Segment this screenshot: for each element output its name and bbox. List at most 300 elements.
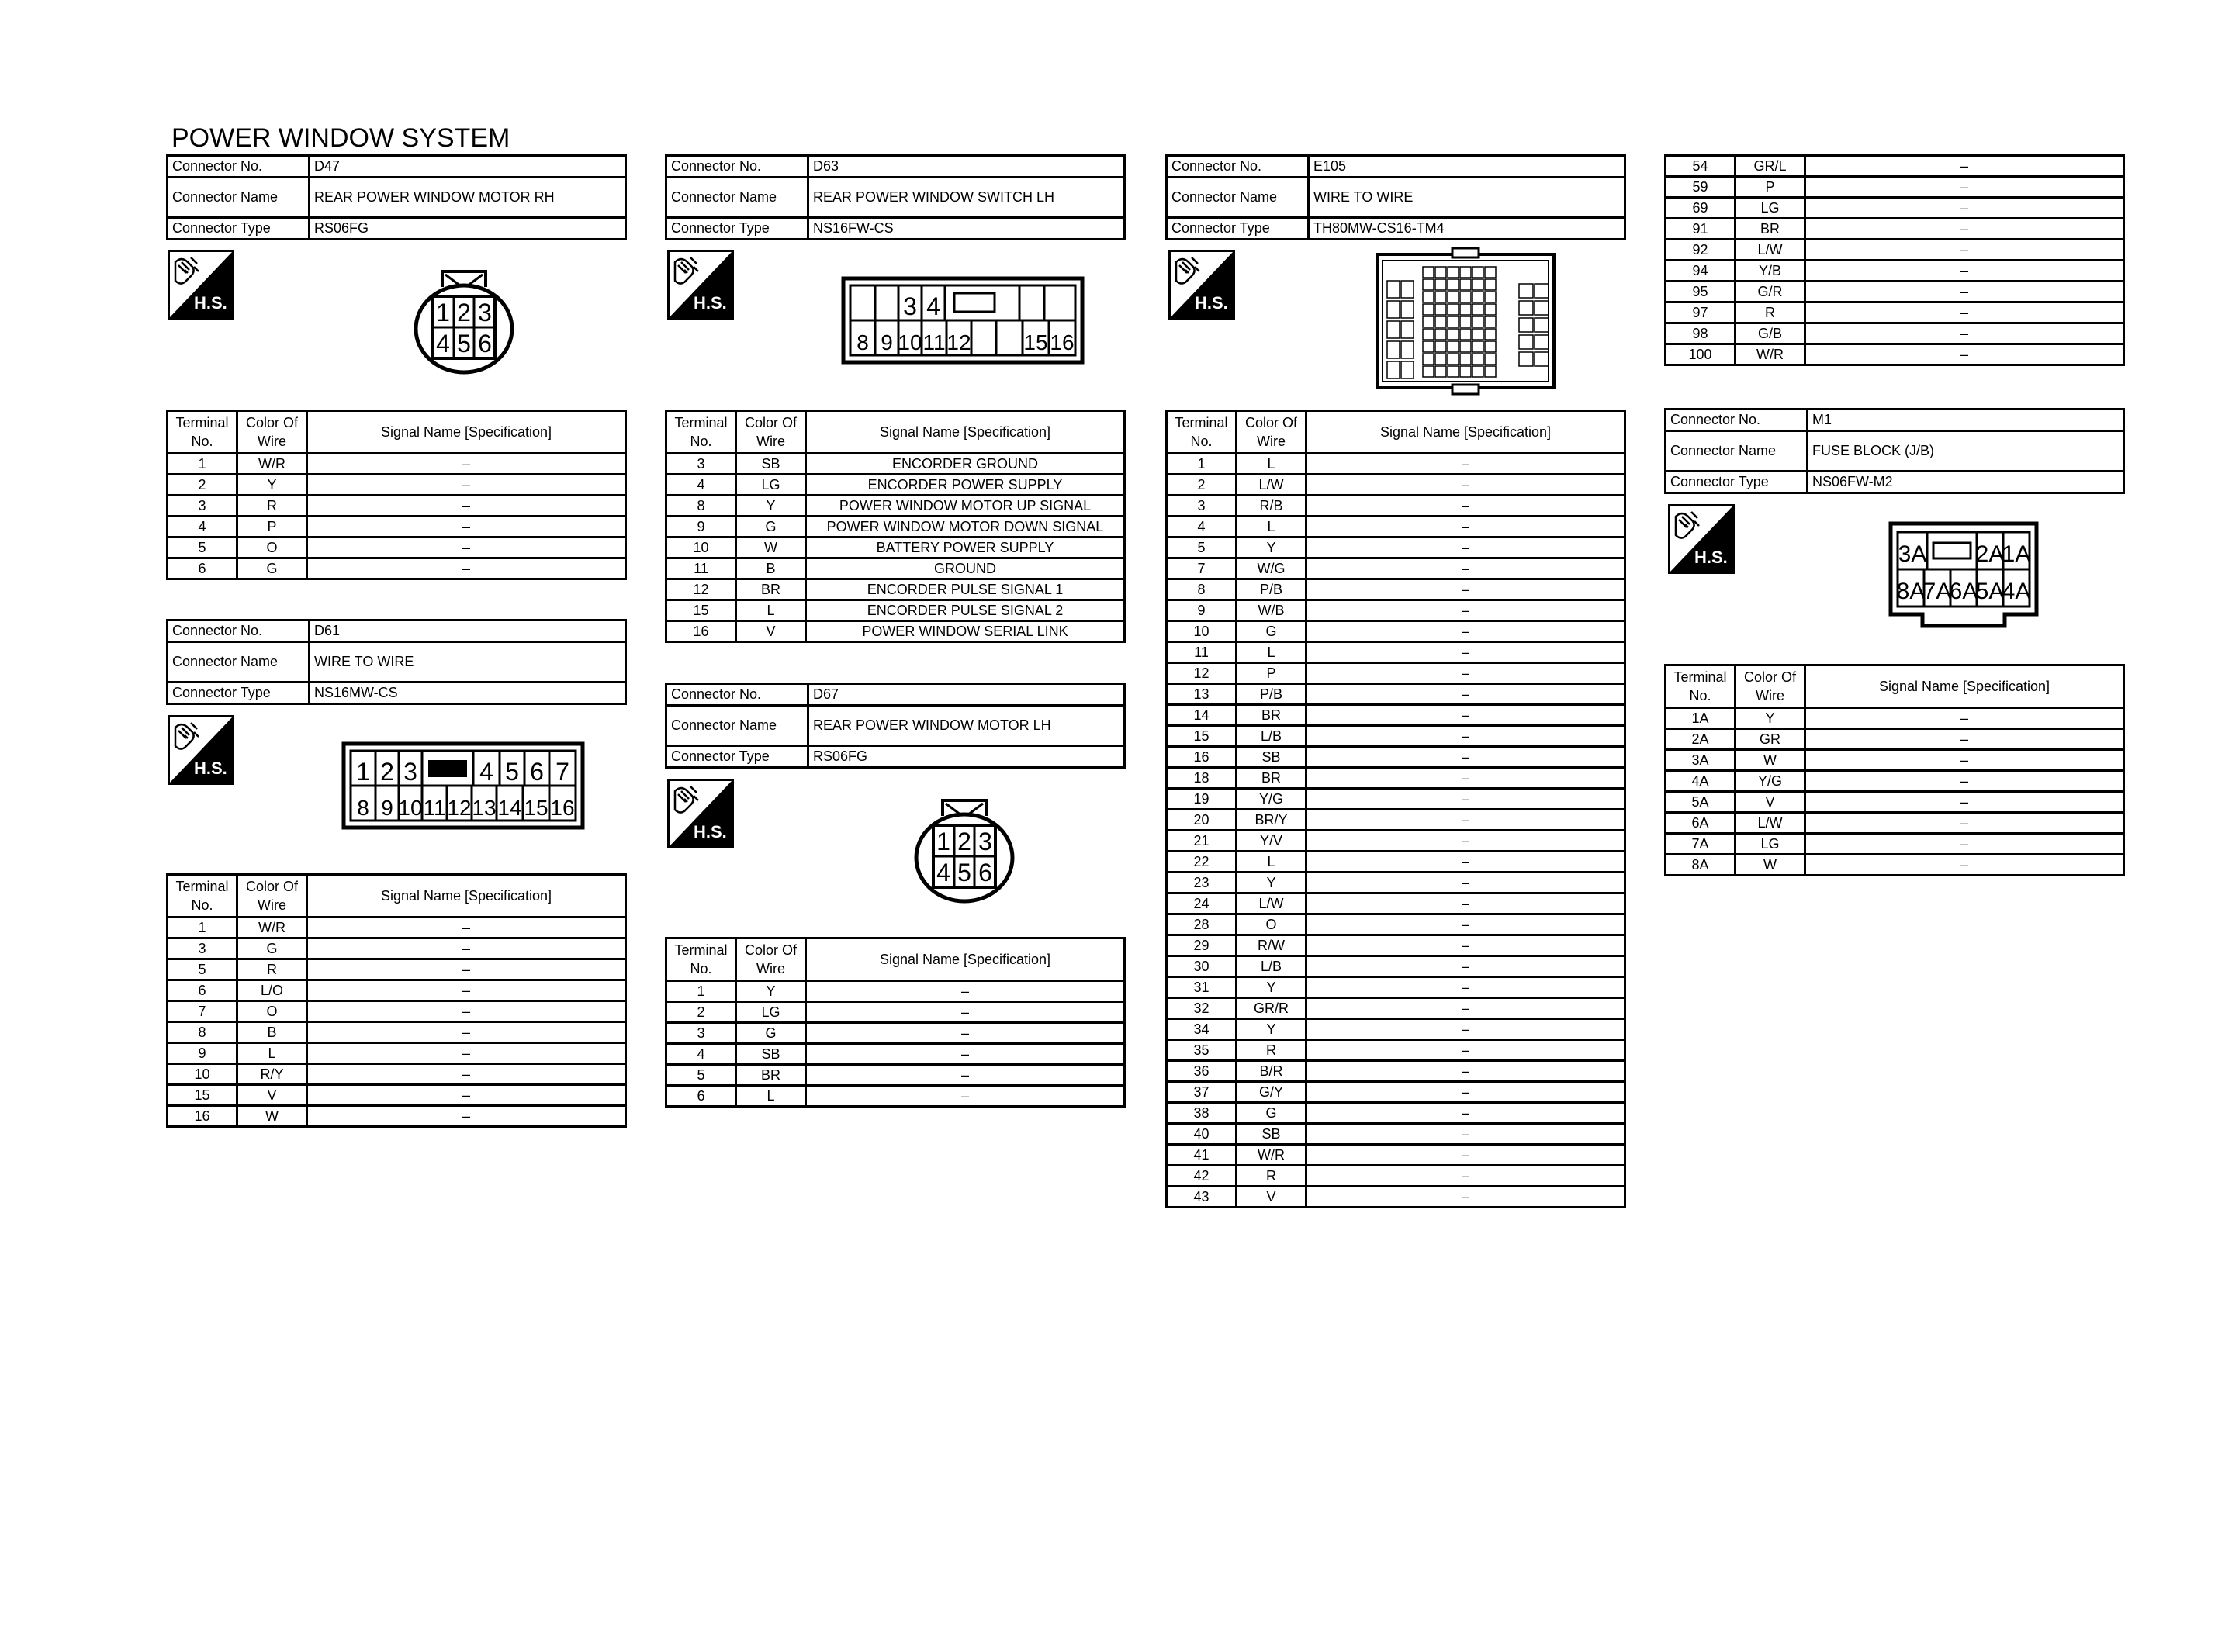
color-cell: G xyxy=(1237,1103,1306,1124)
pin-label: 5 xyxy=(457,330,471,358)
terminal-cell: 9 xyxy=(168,1043,237,1064)
color-cell: Y xyxy=(1237,873,1306,893)
pin-label: 16 xyxy=(1050,330,1075,354)
pin-label: 11 xyxy=(922,330,946,354)
pin-label: 10 xyxy=(398,796,423,820)
signal-cell: – xyxy=(1805,813,2124,834)
label-connector-type: Connector Type xyxy=(666,218,808,240)
signal-cell: – xyxy=(1306,1145,1625,1166)
terminal-cell: 12 xyxy=(666,579,736,600)
label-connector-name: Connector Name xyxy=(168,642,310,683)
terminal-cell: 30 xyxy=(1167,956,1237,977)
terminal-cell: 2 xyxy=(1167,475,1237,496)
color-cell: L/W xyxy=(1735,240,1805,261)
hs-label: H.S. xyxy=(1694,548,1728,567)
table-row xyxy=(1167,1145,1625,1166)
terminal-cell: 2 xyxy=(168,475,237,496)
color-cell: LG xyxy=(736,1002,806,1023)
table-row xyxy=(1167,621,1625,642)
terminal-cell: 3 xyxy=(168,938,237,959)
table-row xyxy=(1666,240,2124,261)
signal-cell: – xyxy=(806,1086,1125,1107)
header-terminal: Terminal No. xyxy=(1666,665,1735,708)
label-connector-name: Connector Name xyxy=(666,178,808,218)
hs-icon xyxy=(168,715,234,785)
table-row xyxy=(1167,747,1625,768)
table-row xyxy=(666,475,1125,496)
terminal-cell: 6 xyxy=(666,1086,736,1107)
connector-type-value: RS06FG xyxy=(808,746,1125,768)
color-cell: W xyxy=(1735,750,1805,771)
table-row xyxy=(168,475,626,496)
terminal-cell: 31 xyxy=(1167,977,1237,998)
terminal-cell: 11 xyxy=(666,558,736,579)
terminal-cell: 3A xyxy=(1666,750,1735,771)
table-row xyxy=(1167,517,1625,537)
table-row xyxy=(666,558,1125,579)
pin-label: 5 xyxy=(505,758,519,786)
signal-cell: – xyxy=(307,1106,626,1127)
pin-label: 8 xyxy=(856,330,869,354)
signal-cell: – xyxy=(1306,1019,1625,1040)
terminal-cell: 13 xyxy=(1167,684,1237,705)
terminal-cell: 7A xyxy=(1666,834,1735,855)
header-signal: Signal Name [Specification] xyxy=(806,938,1125,981)
signal-cell: – xyxy=(806,1002,1125,1023)
connector-name-value: WIRE TO WIRE xyxy=(1309,178,1625,218)
pin-label: 2 xyxy=(957,828,971,855)
terminal-cell: 95 xyxy=(1666,282,1735,302)
connector-d67 xyxy=(665,683,1126,769)
terminal-cell: 69 xyxy=(1666,198,1735,219)
signal-cell: – xyxy=(1805,177,2124,198)
label-connector-type: Connector Type xyxy=(168,683,310,704)
table-row xyxy=(1167,1082,1625,1103)
color-cell: L/W xyxy=(1735,813,1805,834)
signal-cell: – xyxy=(307,1022,626,1043)
pin-label: 9 xyxy=(381,796,393,820)
terminal-cell: 29 xyxy=(1167,935,1237,956)
terminal-cell: 15 xyxy=(168,1085,237,1106)
signal-cell: – xyxy=(1805,344,2124,365)
terminal-cell: 5 xyxy=(168,959,237,980)
color-cell: Y/G xyxy=(1237,789,1306,810)
table-row xyxy=(1167,831,1625,852)
table-row xyxy=(168,1085,626,1106)
signal-cell: – xyxy=(1306,1187,1625,1208)
color-cell: V xyxy=(1735,792,1805,813)
terminal-cell: 3 xyxy=(168,496,237,517)
pin-label: 1 xyxy=(436,299,450,327)
table-row xyxy=(1167,1019,1625,1040)
color-cell: B xyxy=(237,1022,307,1043)
color-cell: SB xyxy=(736,1044,806,1065)
connector-name-value: WIRE TO WIRE xyxy=(310,642,626,683)
table-row xyxy=(1167,893,1625,914)
terminal-cell: 41 xyxy=(1167,1145,1237,1166)
color-cell: L xyxy=(1237,454,1306,475)
signal-cell: – xyxy=(1306,998,1625,1019)
table-row xyxy=(1167,998,1625,1019)
color-cell: SB xyxy=(1237,747,1306,768)
table-row xyxy=(1167,1166,1625,1187)
table-row xyxy=(1167,789,1625,810)
table-row xyxy=(1167,852,1625,873)
table-row xyxy=(666,621,1125,642)
terminal-cell: 15 xyxy=(1167,726,1237,747)
table-row xyxy=(168,980,626,1001)
signal-cell: ENCORDER PULSE SIGNAL 2 xyxy=(806,600,1125,621)
label-connector-name: Connector Name xyxy=(1666,431,1808,472)
table-row xyxy=(666,517,1125,537)
terminal-cell: 1 xyxy=(666,981,736,1002)
signal-cell: – xyxy=(307,496,626,517)
color-cell: P xyxy=(1735,177,1805,198)
pin-label: 4A xyxy=(2002,579,2031,604)
signal-cell: – xyxy=(1306,705,1625,726)
signal-cell: – xyxy=(1306,768,1625,789)
color-cell: B/R xyxy=(1237,1061,1306,1082)
color-cell: SB xyxy=(736,454,806,475)
terminal-cell: 10 xyxy=(1167,621,1237,642)
pin-label: 10 xyxy=(898,330,922,354)
signal-cell: – xyxy=(1306,789,1625,810)
table-row xyxy=(666,1044,1125,1065)
color-cell: L xyxy=(1237,517,1306,537)
pin-label: 4 xyxy=(479,758,493,786)
color-cell: BR xyxy=(1735,219,1805,240)
pin-label: 9 xyxy=(881,330,893,354)
color-cell: BR/Y xyxy=(1237,810,1306,831)
table-row xyxy=(666,496,1125,517)
table-row xyxy=(1167,977,1625,998)
header-signal: Signal Name [Specification] xyxy=(1306,411,1625,454)
header-color: Color Of Wire xyxy=(237,875,307,918)
color-cell: B xyxy=(736,558,806,579)
table-row xyxy=(1666,323,2124,344)
signal-cell: – xyxy=(1306,454,1625,475)
signal-cell: – xyxy=(307,558,626,579)
hs-icon xyxy=(168,250,234,320)
pin-label: 14 xyxy=(497,796,522,820)
connector-type-value: RS06FG xyxy=(310,218,626,240)
label-connector-no: Connector No. xyxy=(1167,156,1309,178)
table-row xyxy=(1167,558,1625,579)
table-row xyxy=(1167,537,1625,558)
signal-cell: – xyxy=(1306,1082,1625,1103)
color-cell: BR xyxy=(736,579,806,600)
terminal-cell: 6A xyxy=(1666,813,1735,834)
signal-cell: – xyxy=(1805,750,2124,771)
table-row xyxy=(1666,344,2124,365)
pin-label: 6A xyxy=(1949,579,1978,604)
signal-cell: – xyxy=(1306,537,1625,558)
page-title: POWER WINDOW SYSTEM xyxy=(171,123,510,153)
table-row xyxy=(1167,663,1625,684)
color-cell: L/O xyxy=(237,980,307,1001)
pin-label: 6 xyxy=(530,758,544,786)
terminal-cell: 40 xyxy=(1167,1124,1237,1145)
color-cell: G xyxy=(736,1023,806,1044)
connector-diagram-m1 xyxy=(1888,521,2039,628)
terminal-cell: 1 xyxy=(1167,454,1237,475)
color-cell: W xyxy=(1735,855,1805,876)
table-row xyxy=(1167,935,1625,956)
signal-cell: – xyxy=(307,1043,626,1064)
header-signal: Signal Name [Specification] xyxy=(1805,665,2124,708)
color-cell: G xyxy=(237,558,307,579)
terminal-cell: 16 xyxy=(168,1106,237,1127)
table-row xyxy=(1666,219,2124,240)
color-cell: G xyxy=(1237,621,1306,642)
signal-cell: – xyxy=(1805,261,2124,282)
header-color: Color Of Wire xyxy=(736,411,806,454)
color-cell: L xyxy=(736,1086,806,1107)
terminal-cell: 5A xyxy=(1666,792,1735,813)
header-color: Color Of Wire xyxy=(1237,411,1306,454)
label-connector-type: Connector Type xyxy=(1167,218,1309,240)
pin-label: 15 xyxy=(524,796,549,820)
connector-type-value: TH80MW-CS16-TM4 xyxy=(1309,218,1625,240)
connector-name-value: REAR POWER WINDOW MOTOR LH xyxy=(808,706,1125,746)
table-row xyxy=(168,454,626,475)
hs-label: H.S. xyxy=(194,293,227,313)
header-terminal: Terminal No. xyxy=(666,938,736,981)
color-cell: O xyxy=(1237,914,1306,935)
color-cell: SB xyxy=(1237,1124,1306,1145)
connector-name-value: FUSE BLOCK (J/B) xyxy=(1808,431,2124,472)
signal-cell: – xyxy=(1805,834,2124,855)
terminal-table-m1 xyxy=(1664,664,2125,876)
terminal-cell: 36 xyxy=(1167,1061,1237,1082)
hs-label: H.S. xyxy=(1195,293,1228,313)
signal-cell: – xyxy=(1306,642,1625,663)
signal-cell: GROUND xyxy=(806,558,1125,579)
terminal-cell: 10 xyxy=(666,537,736,558)
terminal-table-e105 xyxy=(1165,410,1626,1208)
table-row xyxy=(168,558,626,579)
color-cell: P xyxy=(1237,663,1306,684)
connector-diagram-d47 xyxy=(411,265,517,375)
connector-diagram-e105 xyxy=(1375,247,1556,396)
connector-type-value: NS06FW-M2 xyxy=(1808,472,2124,493)
connector-no-value: D61 xyxy=(310,620,626,642)
hs-icon xyxy=(1668,504,1735,574)
terminal-cell: 54 xyxy=(1666,156,1735,177)
signal-cell: – xyxy=(1306,621,1625,642)
header-terminal: Terminal No. xyxy=(1167,411,1237,454)
connector-no-value: E105 xyxy=(1309,156,1625,178)
signal-cell: – xyxy=(1805,792,2124,813)
color-cell: GR/L xyxy=(1735,156,1805,177)
signal-cell: ENCORDER PULSE SIGNAL 1 xyxy=(806,579,1125,600)
signal-cell: – xyxy=(1805,198,2124,219)
label-connector-no: Connector No. xyxy=(1666,410,1808,431)
terminal-cell: 92 xyxy=(1666,240,1735,261)
terminal-cell: 10 xyxy=(168,1064,237,1085)
table-row xyxy=(1167,454,1625,475)
pin-label: 12 xyxy=(946,330,971,354)
pin-label: 3 xyxy=(978,828,992,855)
color-cell: L xyxy=(1237,852,1306,873)
signal-cell: – xyxy=(1805,729,2124,750)
signal-cell: – xyxy=(1306,1103,1625,1124)
terminal-cell: 7 xyxy=(1167,558,1237,579)
color-cell: R xyxy=(1237,1040,1306,1061)
signal-cell: – xyxy=(307,1001,626,1022)
terminal-cell: 1 xyxy=(168,918,237,938)
color-cell: W xyxy=(736,537,806,558)
color-cell: Y xyxy=(237,475,307,496)
connector-no-value: D63 xyxy=(808,156,1125,178)
signal-cell: – xyxy=(1306,558,1625,579)
terminal-cell: 4 xyxy=(666,1044,736,1065)
label-connector-name: Connector Name xyxy=(1167,178,1309,218)
signal-cell: – xyxy=(1306,914,1625,935)
hs-icon xyxy=(667,779,734,848)
signal-cell: – xyxy=(1805,156,2124,177)
terminal-cell: 2A xyxy=(1666,729,1735,750)
color-cell: Y xyxy=(1237,1019,1306,1040)
table-row xyxy=(1167,1061,1625,1082)
signal-cell: – xyxy=(806,1044,1125,1065)
table-row xyxy=(1167,1124,1625,1145)
terminal-cell: 98 xyxy=(1666,323,1735,344)
header-signal: Signal Name [Specification] xyxy=(307,875,626,918)
table-row xyxy=(168,517,626,537)
signal-cell: – xyxy=(1306,873,1625,893)
signal-cell: – xyxy=(1306,1061,1625,1082)
color-cell: G xyxy=(237,938,307,959)
color-cell: R/B xyxy=(1237,496,1306,517)
table-row xyxy=(1666,855,2124,876)
terminal-cell: 42 xyxy=(1167,1166,1237,1187)
signal-cell: – xyxy=(307,537,626,558)
terminal-cell: 1 xyxy=(168,454,237,475)
color-cell: R xyxy=(1237,1166,1306,1187)
signal-cell: – xyxy=(1306,956,1625,977)
signal-cell: – xyxy=(1306,684,1625,705)
terminal-table-d67 xyxy=(665,937,1126,1108)
hs-label: H.S. xyxy=(694,293,727,313)
color-cell: G/B xyxy=(1735,323,1805,344)
color-cell: R/W xyxy=(1237,935,1306,956)
table-row xyxy=(666,579,1125,600)
header-color: Color Of Wire xyxy=(736,938,806,981)
signal-cell: – xyxy=(1306,831,1625,852)
pin-label: 1 xyxy=(356,758,370,786)
connector-no-value: D47 xyxy=(310,156,626,178)
terminal-cell: 7 xyxy=(168,1001,237,1022)
terminal-cell: 24 xyxy=(1167,893,1237,914)
signal-cell: – xyxy=(307,959,626,980)
table-row xyxy=(1167,914,1625,935)
color-cell: P/B xyxy=(1237,579,1306,600)
terminal-cell: 94 xyxy=(1666,261,1735,282)
pin-label: 8 xyxy=(357,796,369,820)
color-cell: Y/V xyxy=(1237,831,1306,852)
table-row xyxy=(168,1106,626,1127)
connector-diagram-d63 xyxy=(841,276,1085,365)
signal-cell: – xyxy=(307,1064,626,1085)
color-cell: Y xyxy=(736,981,806,1002)
label-connector-name: Connector Name xyxy=(168,178,310,218)
color-cell: L xyxy=(1237,642,1306,663)
table-row xyxy=(666,1086,1125,1107)
color-cell: W/G xyxy=(1237,558,1306,579)
pin-label: 6 xyxy=(978,859,992,886)
table-row xyxy=(168,1001,626,1022)
signal-cell: – xyxy=(1306,1166,1625,1187)
color-cell: Y xyxy=(1237,977,1306,998)
color-cell: W/R xyxy=(1237,1145,1306,1166)
header-signal: Signal Name [Specification] xyxy=(806,411,1125,454)
label-connector-no: Connector No. xyxy=(666,684,808,706)
signal-cell: – xyxy=(1805,323,2124,344)
terminal-cell: 8 xyxy=(1167,579,1237,600)
signal-cell: – xyxy=(1805,282,2124,302)
connector-m1 xyxy=(1664,408,2125,494)
signal-cell: ENCORDER POWER SUPPLY xyxy=(806,475,1125,496)
table-row xyxy=(168,537,626,558)
pin-label: 2A xyxy=(1975,541,2005,567)
connector-d61 xyxy=(166,619,627,705)
connector-no-value: D67 xyxy=(808,684,1125,706)
pin-label: 1A xyxy=(2002,541,2031,567)
terminal-cell: 6 xyxy=(168,980,237,1001)
connector-type-value: NS16FW-CS xyxy=(808,218,1125,240)
signal-cell: – xyxy=(307,475,626,496)
color-cell: W/R xyxy=(237,454,307,475)
label-connector-type: Connector Type xyxy=(168,218,310,240)
signal-cell: – xyxy=(1306,810,1625,831)
table-row xyxy=(666,1065,1125,1086)
color-cell: V xyxy=(736,621,806,642)
color-cell: R/Y xyxy=(237,1064,307,1085)
terminal-cell: 8 xyxy=(666,496,736,517)
signal-cell: – xyxy=(1805,219,2124,240)
signal-cell: – xyxy=(1805,855,2124,876)
terminal-cell: 1A xyxy=(1666,708,1735,729)
color-cell: R xyxy=(237,959,307,980)
color-cell: L xyxy=(237,1043,307,1064)
table-row xyxy=(1666,261,2124,282)
table-row xyxy=(1167,496,1625,517)
connector-name-value: REAR POWER WINDOW MOTOR RH xyxy=(310,178,626,218)
label-connector-type: Connector Type xyxy=(1666,472,1808,493)
table-row xyxy=(168,938,626,959)
connector-diagram-d67 xyxy=(912,794,1017,904)
label-connector-no: Connector No. xyxy=(168,620,310,642)
pin-label: 15 xyxy=(1023,330,1048,354)
signal-cell: – xyxy=(1805,302,2124,323)
terminal-cell: 16 xyxy=(666,621,736,642)
terminal-cell: 4 xyxy=(666,475,736,496)
connector-d47 xyxy=(166,154,627,240)
terminal-cell: 9 xyxy=(1167,600,1237,621)
terminal-cell: 22 xyxy=(1167,852,1237,873)
connector-info-table xyxy=(166,154,627,240)
terminal-cell: 14 xyxy=(1167,705,1237,726)
color-cell: GR/R xyxy=(1237,998,1306,1019)
color-cell: LG xyxy=(1735,198,1805,219)
label-connector-type: Connector Type xyxy=(666,746,808,768)
table-row xyxy=(666,537,1125,558)
terminal-cell: 15 xyxy=(666,600,736,621)
header-signal: Signal Name [Specification] xyxy=(307,411,626,454)
color-cell: L/B xyxy=(1237,726,1306,747)
connector-no-value: M1 xyxy=(1808,410,2124,431)
